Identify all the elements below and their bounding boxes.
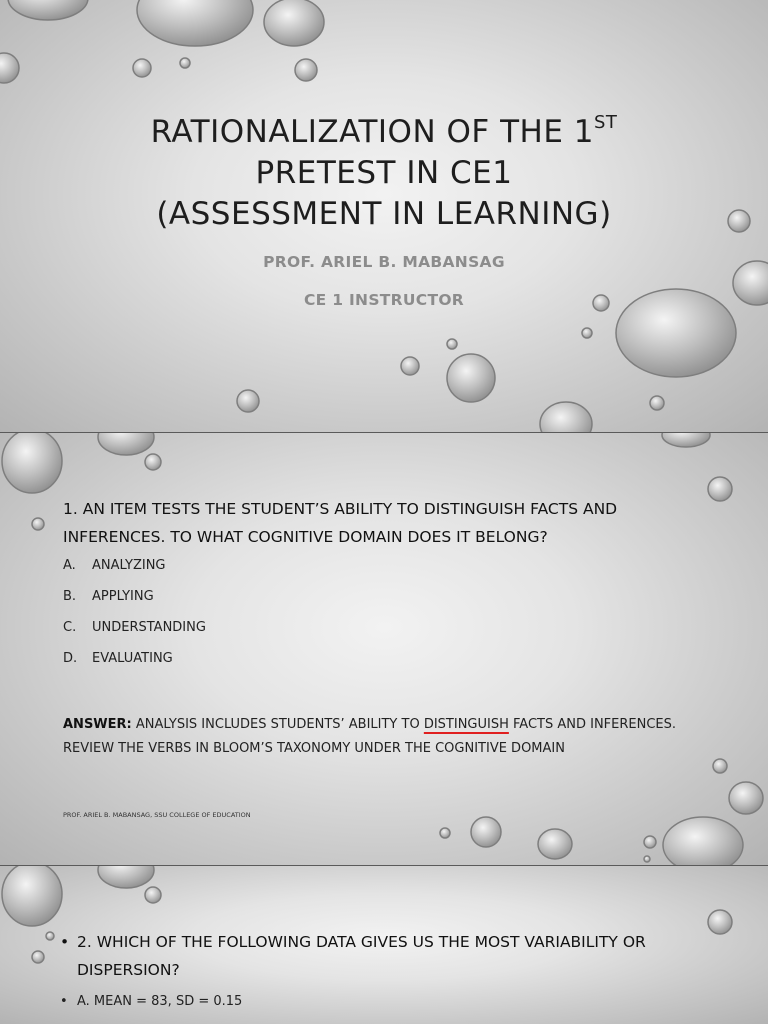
slide-question-2	[0, 866, 768, 1024]
bullet: •	[60, 994, 68, 1009]
choice-a: A. ANALYZING	[63, 558, 166, 573]
choice-c: C. UNDERSTANDING	[63, 620, 206, 635]
answer-choices	[63, 558, 206, 682]
slide-title	[0, 0, 768, 432]
presentation-title	[60, 112, 708, 235]
slide-question-1	[0, 433, 768, 865]
question-text: 1. AN ITEM TESTS THE STUDENT’S ABILITY TO DISTINGUISH FACTS AND INFERENCES. TO WHAT COGNITIVE DOMAIN DOES IT BELONG?	[63, 500, 618, 546]
title-line-3: (ASSESSMENT IN LEARNING)	[156, 196, 612, 232]
slide-footer: PROF. ARIEL B. MABANSAG, SSU COLLEGE OF EDUCATION	[63, 811, 251, 819]
presenter-role: CE 1 INSTRUCTOR	[303, 291, 465, 309]
spellcheck-underlined-word: DISTINGUISH	[423, 717, 509, 732]
choice-b: B. APPLYING	[63, 589, 154, 604]
choice-a: • A. MEAN = 83, SD = 0.15	[60, 994, 243, 1009]
presenter-name: PROF. ARIEL B. MABANSAG	[263, 253, 505, 271]
choice-d: D. EVALUATING	[63, 651, 173, 666]
title-line-2: PRETEST IN CE1	[255, 155, 513, 191]
answer-explanation: ANSWER: ANALYSIS INCLUDES STUDENTS’ ABILITY TO DISTINGUISH FACTS AND INFERENCES. REVIEW THE VERBS IN BLOOM’S TAXONOMY UNDER THE COGNITIVE DOMAIN	[63, 717, 677, 756]
bullet: •	[60, 933, 70, 951]
title-line-1: RATIONALIZATION OF THE 1ST	[150, 112, 618, 150]
answer-label: ANSWER:	[63, 717, 132, 732]
question-text: • 2. WHICH OF THE FOLLOWING DATA GIVES US THE MOST VARIABILITY OR DISPERSION?	[60, 928, 700, 984]
ordinal-suffix: ST	[594, 112, 618, 133]
